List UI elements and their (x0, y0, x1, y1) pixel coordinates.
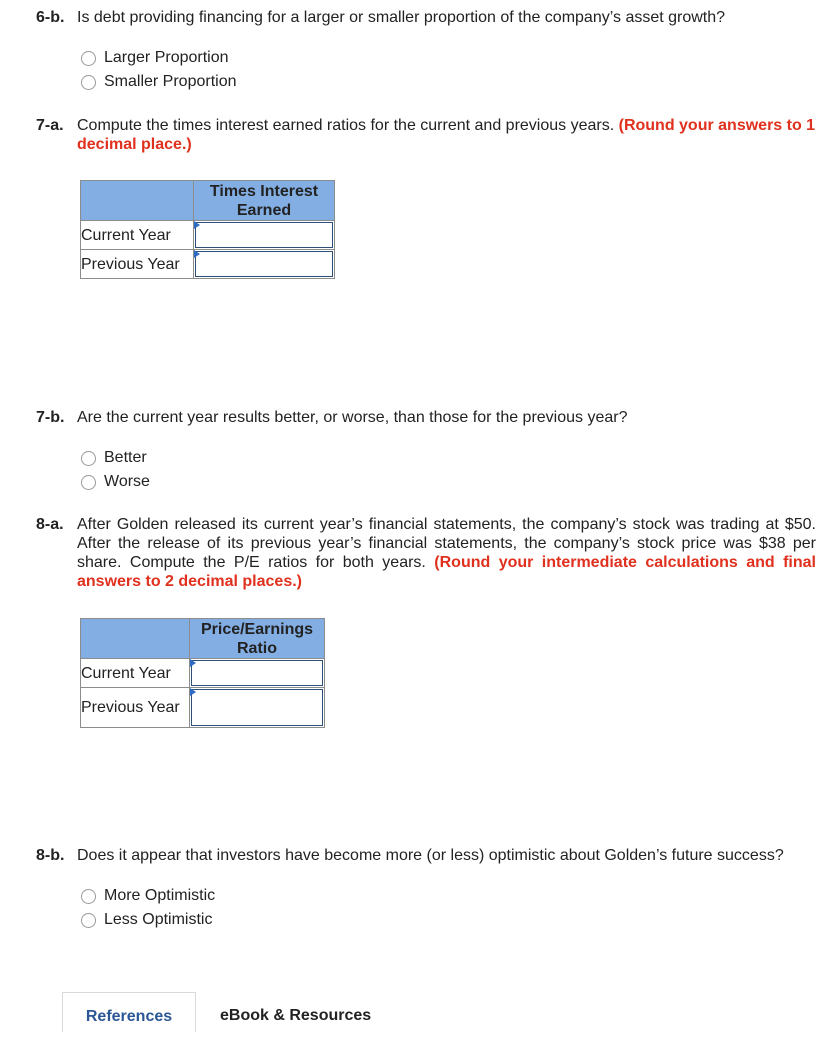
question-number: 8-b. (36, 847, 65, 864)
flag-icon (194, 221, 200, 229)
table-header-blank (81, 619, 190, 659)
question-number: 8-a. (36, 516, 64, 533)
option-label: Larger Proportion (104, 49, 229, 66)
input-box[interactable] (191, 660, 323, 686)
radio-button[interactable] (81, 889, 96, 904)
flag-icon (194, 250, 200, 258)
option-label: Less Optimistic (104, 911, 213, 928)
option-worse[interactable] (81, 472, 150, 492)
times-interest-previous-input[interactable] (194, 250, 335, 279)
option-smaller-proportion[interactable] (81, 72, 237, 92)
option-better[interactable] (81, 448, 147, 468)
input-box[interactable] (195, 222, 333, 248)
radio-button[interactable] (81, 913, 96, 928)
question-text: Are the current year results better, or worse, than those for the previous year? (77, 409, 628, 426)
question-8b (36, 846, 816, 865)
question-7a (36, 116, 816, 154)
pe-ratio-current-input[interactable] (190, 659, 325, 688)
question-text: Is debt providing financing for a larger or smaller proportion of the company’s asset growth? (77, 9, 726, 26)
radio-button[interactable] (81, 451, 96, 466)
question-text: After Golden released its current year’s financial statements, the company’s stock was trading at $50. After the release of its previous year’s financial statements, the company’s stock price was $38 per share. Compute the P/E ratios for both years. (77, 516, 816, 571)
option-label: More Optimistic (104, 887, 216, 904)
rounding-instruction: (Round your answers to 1 decimal place.) (77, 117, 816, 153)
price-earnings-table (80, 618, 325, 728)
row-label-previous-year: Previous Year (81, 250, 194, 279)
input-box[interactable] (195, 251, 333, 277)
flag-icon (190, 659, 196, 667)
question-6b (36, 8, 816, 27)
question-number: 7-b. (36, 409, 65, 426)
times-interest-current-input[interactable] (194, 221, 335, 250)
radio-button[interactable] (81, 75, 96, 90)
option-larger-proportion[interactable] (81, 48, 229, 68)
option-more-optimistic[interactable] (81, 886, 215, 906)
question-8a (36, 515, 816, 591)
question-number: 6-b. (36, 9, 65, 26)
input-box[interactable] (191, 689, 323, 726)
question-number: 7-a. (36, 117, 64, 134)
times-interest-earned-table (80, 180, 335, 279)
row-label-current-year: Current Year (81, 659, 190, 688)
option-less-optimistic[interactable] (81, 910, 212, 930)
option-label: Better (104, 449, 147, 466)
option-label: Worse (104, 473, 150, 490)
question-text: Compute the times interest earned ratios for the current and previous years. (77, 117, 615, 134)
table-header-blank (81, 181, 194, 221)
question-text: Does it appear that investors have become more (or less) optimistic about Golden’s future success? (77, 847, 784, 864)
flag-icon (190, 688, 196, 696)
pe-ratio-previous-input[interactable] (190, 688, 325, 728)
tab-ebook-resources[interactable]: eBook & Resources (220, 1007, 372, 1024)
option-label: Smaller Proportion (104, 73, 237, 90)
row-label-current-year: Current Year (81, 221, 194, 250)
table-header: Price/Earnings Ratio (190, 619, 325, 659)
row-label-previous-year: Previous Year (81, 688, 190, 728)
radio-button[interactable] (81, 51, 96, 66)
rounding-instruction: (Round your intermediate calculations and final answers to 2 decimal places.) (77, 554, 816, 590)
radio-button[interactable] (81, 475, 96, 490)
question-7b (36, 408, 816, 427)
tab-references[interactable]: References (62, 992, 196, 1032)
table-header: Times Interest Earned (194, 181, 335, 221)
